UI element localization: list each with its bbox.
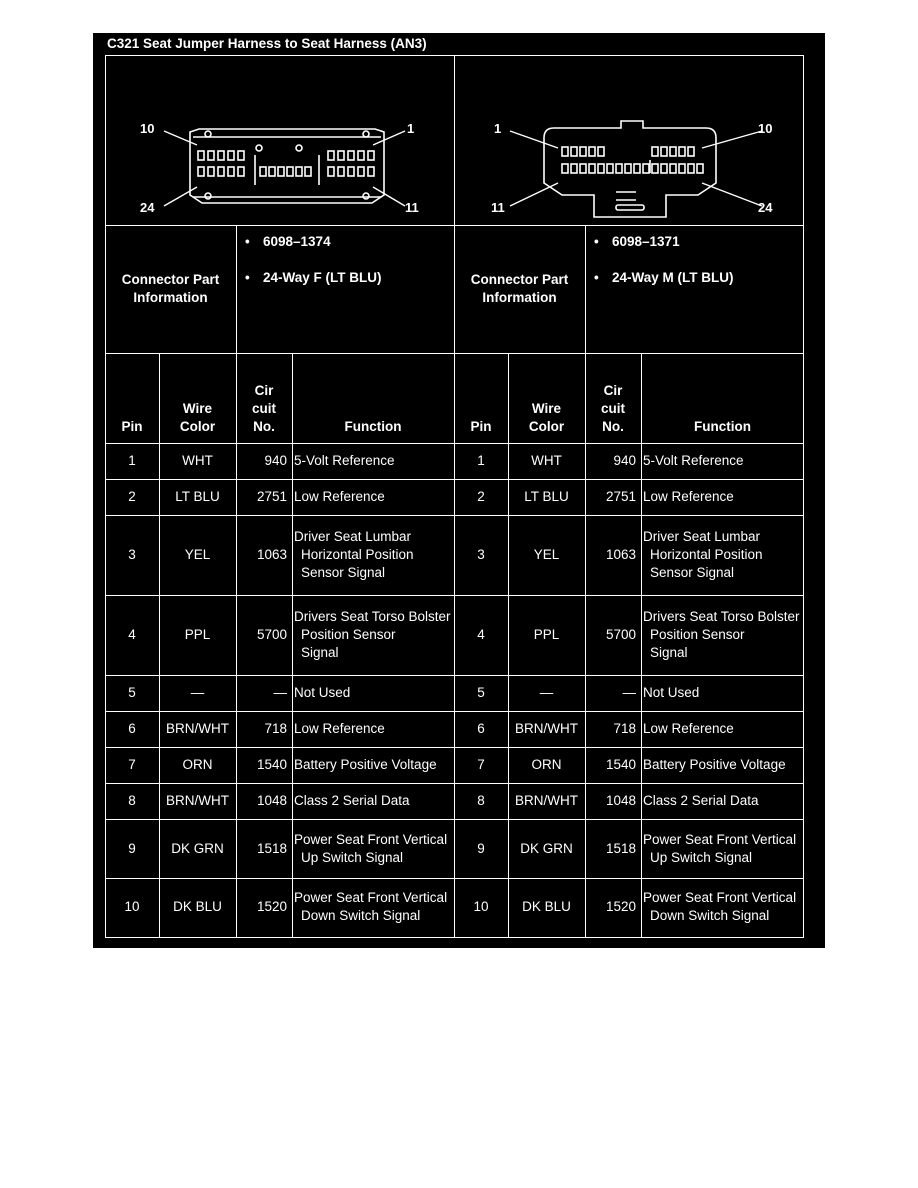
header-pin: Pin <box>470 419 492 434</box>
circuit-cell: 718 <box>613 721 636 736</box>
male-part-info-label: Connector Part Information <box>470 272 569 305</box>
wire-color-cell: PPL <box>533 627 560 642</box>
bullet-icon: • <box>594 270 599 285</box>
circuit-cell: 5700 <box>256 627 287 642</box>
pin-cell: 4 <box>128 627 136 642</box>
female-pin-label-24: 24 <box>140 200 155 215</box>
bullet-icon: • <box>594 234 599 249</box>
pin-cell: 2 <box>128 489 136 504</box>
pin-cell: 7 <box>477 757 485 772</box>
pin-cell: 5 <box>477 685 485 700</box>
wire-color-cell: BRN/WHT <box>515 793 578 808</box>
pin-cell: 6 <box>477 721 485 736</box>
header-wire-color: Wire Color <box>528 401 565 434</box>
header-pin: Pin <box>121 419 143 434</box>
header-circuit-no: Cir cuit No. <box>251 383 276 434</box>
pin-cell: 9 <box>477 840 485 856</box>
circuit-cell: 1540 <box>256 757 287 772</box>
male-pin-label-10: 10 <box>758 121 773 136</box>
circuit-cell: 1048 <box>605 793 636 808</box>
male-connector-diagram <box>454 55 804 225</box>
pin-cell: 9 <box>128 840 136 856</box>
pin-cell: 5 <box>128 685 136 700</box>
bullet-icon: • <box>245 270 250 285</box>
circuit-cell: 940 <box>264 453 287 468</box>
wire-color-cell: DK BLU <box>173 898 222 914</box>
wire-color-cell: — <box>190 685 205 700</box>
function-cell: Low Reference <box>294 489 385 504</box>
male-part-info <box>585 225 804 353</box>
pin-cell: 8 <box>128 793 136 808</box>
circuit-cell: 1063 <box>605 547 636 562</box>
circuit-cell: 940 <box>613 453 636 468</box>
bullet-icon: • <box>245 234 250 249</box>
pin-cell: 6 <box>128 721 136 736</box>
column-divider <box>585 225 586 353</box>
wire-color-cell: ORN <box>182 757 213 772</box>
circuit-cell: 1518 <box>256 840 287 856</box>
female-part-number: 6098–1374 <box>263 234 331 249</box>
function-cell: Low Reference <box>643 489 734 504</box>
wire-color-cell: YEL <box>184 547 211 562</box>
wire-color-cell: BRN/WHT <box>515 721 578 736</box>
function-cell: 5-Volt Reference <box>643 453 744 468</box>
function-cell: Power Seat Front Vertical Down Switch Signal <box>643 889 797 923</box>
circuit-cell: 2751 <box>605 489 636 504</box>
pin-cell: 10 <box>473 898 489 914</box>
circuit-cell: 1520 <box>256 898 287 914</box>
pin-cell: 10 <box>124 898 140 914</box>
connector-sheet <box>93 33 825 948</box>
female-pin-label-11: 11 <box>405 200 419 215</box>
function-cell: Driver Seat Lumbar Horizontal Position Sensor Signal <box>643 529 763 580</box>
male-pin-label-24: 24 <box>758 200 773 215</box>
pin-cell: 1 <box>128 453 136 468</box>
wire-color-cell: BRN/WHT <box>166 721 229 736</box>
function-cell: Drivers Seat Torso Bolster Position Sensor Signal <box>643 609 800 660</box>
column-divider <box>236 225 237 353</box>
female-pin-label-10: 10 <box>140 121 155 136</box>
function-cell: 5-Volt Reference <box>294 453 395 468</box>
wire-color-cell: DK BLU <box>522 898 571 914</box>
wire-color-cell: BRN/WHT <box>166 793 229 808</box>
function-cell: Low Reference <box>643 721 734 736</box>
header-function: Function <box>694 419 751 434</box>
header-wire-color: Wire Color <box>179 401 216 434</box>
wire-color-cell: WHT <box>531 453 562 468</box>
wire-color-cell: WHT <box>182 453 213 468</box>
male-part-number: 6098–1371 <box>612 234 680 249</box>
circuit-cell: 1048 <box>256 793 287 808</box>
female-connector-diagram <box>105 55 454 225</box>
female-part-info <box>236 225 454 353</box>
page-title: C321 Seat Jumper Harness to Seat Harness (AN3) <box>107 36 427 51</box>
function-cell: Power Seat Front Vertical Down Switch Signal <box>294 889 448 923</box>
circuit-cell: 1518 <box>605 840 636 856</box>
function-cell: Not Used <box>294 685 351 700</box>
circuit-cell: 1063 <box>256 547 287 562</box>
pin-cell: 4 <box>477 627 485 642</box>
female-part-info-label: Connector Part Information <box>121 272 220 305</box>
header-function: Function <box>344 419 402 434</box>
circuit-cell: 2751 <box>256 489 287 504</box>
pin-cell: 8 <box>477 793 485 808</box>
pin-cell: 7 <box>128 757 136 772</box>
wire-color-cell: DK GRN <box>171 840 224 856</box>
function-cell: Driver Seat Lumbar Horizontal Position Sensor Signal <box>294 529 414 580</box>
function-cell: Power Seat Front Vertical Up Switch Signal <box>294 831 448 865</box>
wire-color-cell: — <box>539 685 554 700</box>
function-cell: Not Used <box>643 685 700 700</box>
header-circuit-no: Cir cuit No. <box>600 383 625 434</box>
wire-color-cell: YEL <box>533 547 560 562</box>
female-pin-label-1: 1 <box>407 121 415 136</box>
function-cell: Battery Positive Voltage <box>294 757 437 772</box>
function-cell: Battery Positive Voltage <box>643 757 786 772</box>
function-cell: Class 2 Serial Data <box>643 793 759 808</box>
function-cell: Low Reference <box>294 721 385 736</box>
wire-color-cell: LT BLU <box>524 489 569 504</box>
wire-color-cell: DK GRN <box>520 840 573 856</box>
circuit-cell: 718 <box>264 721 287 736</box>
function-cell: Class 2 Serial Data <box>294 793 410 808</box>
wire-color-cell: PPL <box>184 627 211 642</box>
female-part-type: 24-Way F (LT BLU) <box>263 270 382 285</box>
wire-color-cell: LT BLU <box>175 489 220 504</box>
connector-table <box>105 55 804 938</box>
circuit-cell: — <box>622 685 636 700</box>
pin-cell: 3 <box>128 547 136 562</box>
circuit-cell: 5700 <box>605 627 636 642</box>
circuit-cell: 1520 <box>605 898 636 914</box>
male-part-type: 24-Way M (LT BLU) <box>612 270 734 285</box>
wire-color-cell: ORN <box>531 757 562 772</box>
male-pin-label-1: 1 <box>494 121 502 136</box>
pin-cell: 3 <box>477 547 485 562</box>
circuit-cell: 1540 <box>605 757 636 772</box>
function-cell: Drivers Seat Torso Bolster Position Sensor Signal <box>294 609 451 660</box>
pin-cell: 2 <box>477 489 485 504</box>
function-cell: Power Seat Front Vertical Up Switch Signal <box>643 831 797 865</box>
circuit-cell: — <box>273 685 287 700</box>
male-pin-label-11: 11 <box>491 200 505 215</box>
pin-cell: 1 <box>477 453 485 468</box>
